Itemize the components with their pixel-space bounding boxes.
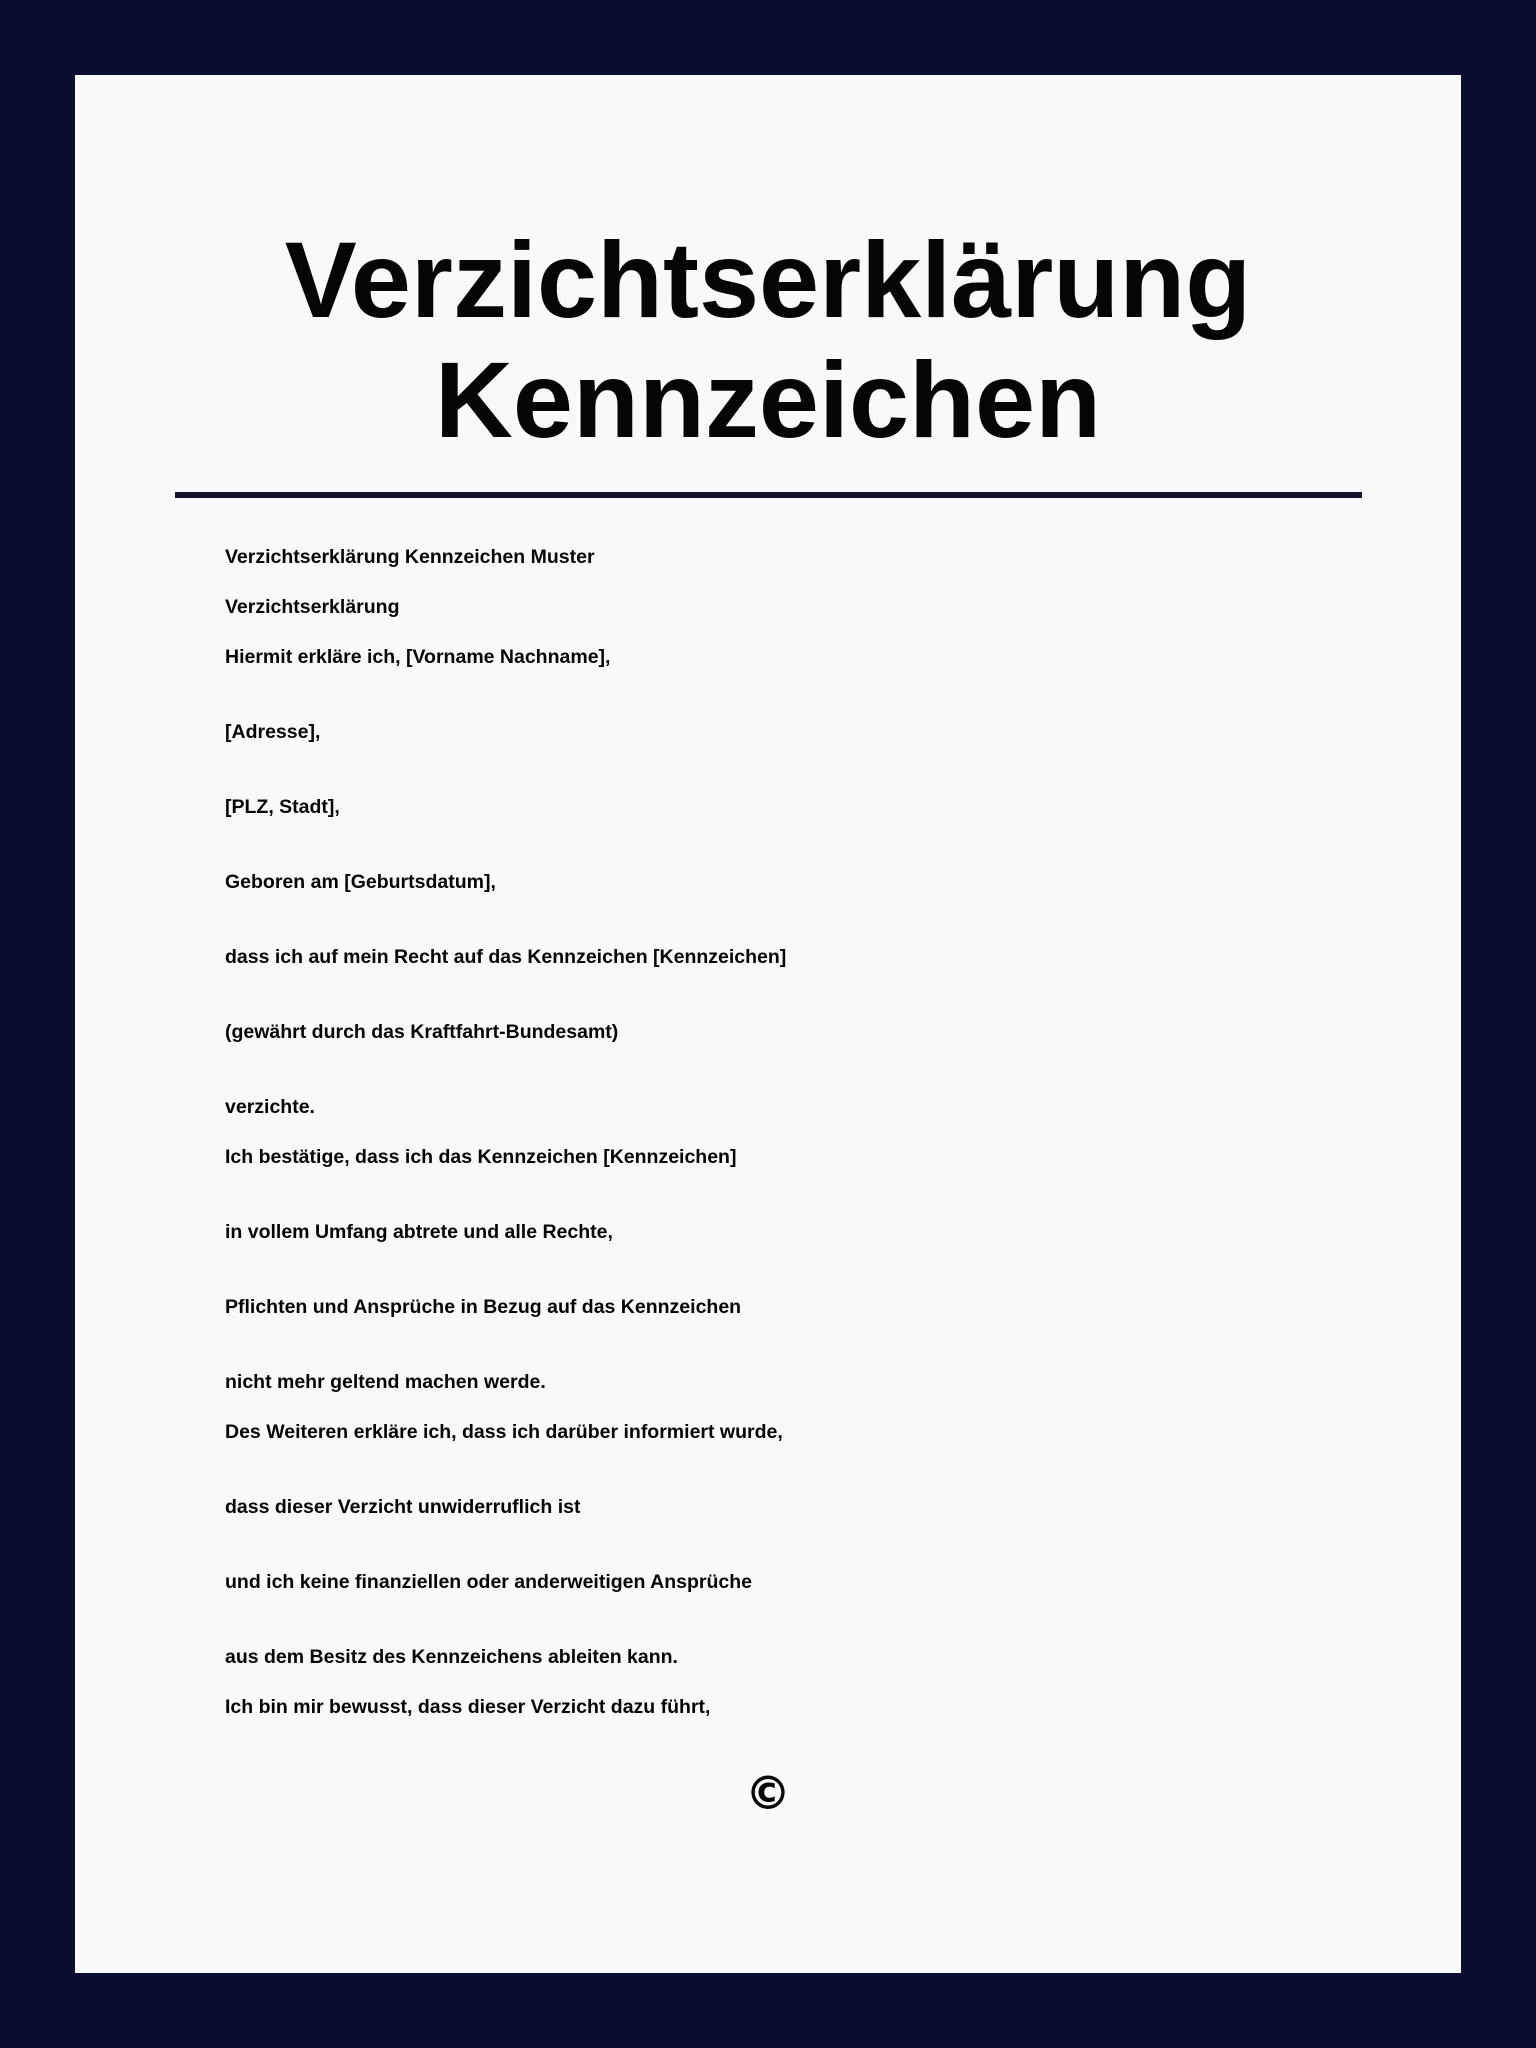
doc-line: in vollem Umfang abtrete und alle Rechte, xyxy=(225,1221,613,1243)
doc-heading: Verzichtserklärung Kennzeichen Muster xyxy=(225,546,595,568)
doc-line: dass ich auf mein Recht auf das Kennzeichen [Kennzeichen] xyxy=(225,946,787,968)
doc-line: Ich bestätige, dass ich das Kennzeichen [Kennzeichen] xyxy=(225,1146,737,1168)
doc-line: verzichte. xyxy=(225,1096,315,1118)
document-page xyxy=(75,75,1461,1973)
doc-line: Ich bin mir bewusst, dass dieser Verzicht dazu führt, xyxy=(225,1696,711,1718)
title-line-2: Kennzeichen xyxy=(434,339,1102,460)
doc-line: (gewährt durch das Kraftfahrt-Bundesamt) xyxy=(225,1021,619,1043)
title-line-1: Verzichtserklärung xyxy=(284,219,1252,340)
doc-line: Geboren am [Geburtsdatum], xyxy=(225,871,496,893)
doc-line: aus dem Besitz des Kennzeichens ableiten kann. xyxy=(225,1646,678,1668)
doc-line: Hiermit erkläre ich, [Vorname Nachname], xyxy=(225,646,611,668)
doc-line: [PLZ, Stadt], xyxy=(225,796,340,818)
doc-line: Des Weiteren erkläre ich, dass ich darüber informiert wurde, xyxy=(225,1421,783,1443)
doc-line: dass dieser Verzicht unwiderruflich ist xyxy=(225,1496,581,1518)
title-divider xyxy=(175,492,1362,498)
doc-line: [Adresse], xyxy=(225,721,321,743)
doc-subheading: Verzichtserklärung xyxy=(225,596,400,618)
doc-line: Pflichten und Ansprüche in Bezug auf das Kennzeichen xyxy=(225,1296,742,1318)
document-title xyxy=(75,220,1461,460)
doc-line: und ich keine finanziellen oder anderweitigen Ansprüche xyxy=(225,1571,752,1593)
copyright-symbol: © xyxy=(745,1766,791,1820)
doc-line: nicht mehr geltend machen werde. xyxy=(225,1371,546,1393)
